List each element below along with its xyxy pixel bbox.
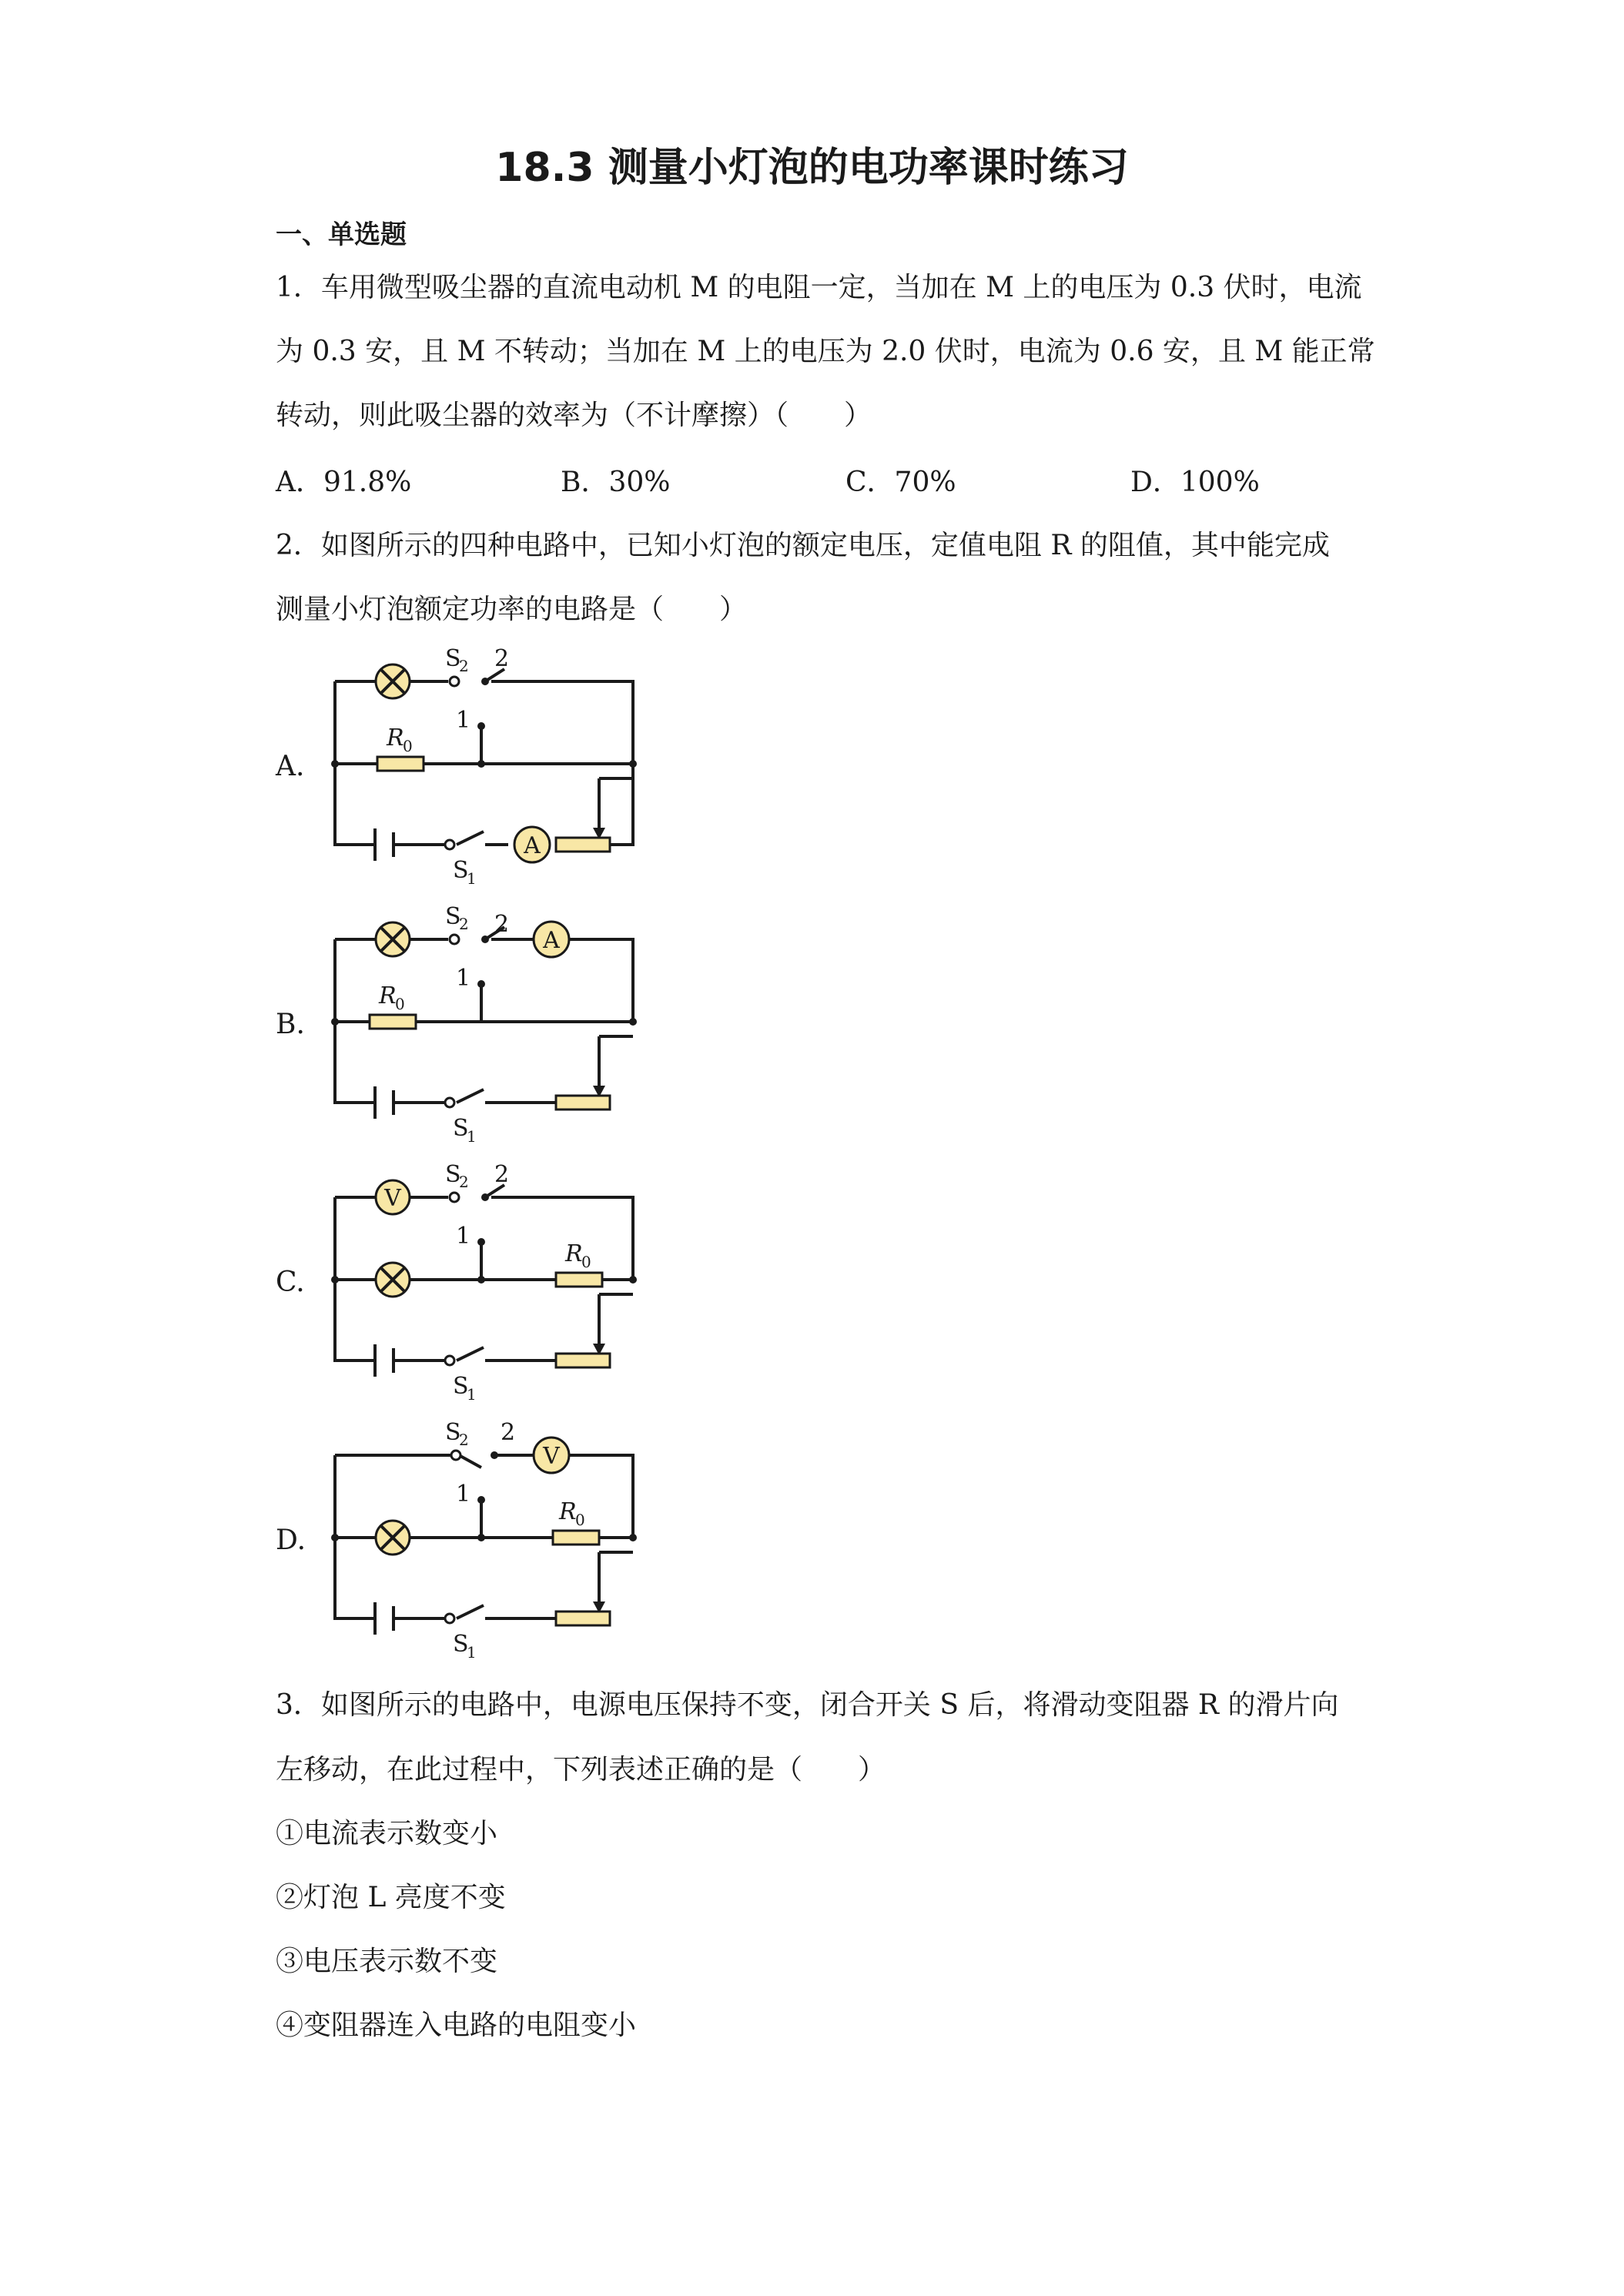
q1-option-c: C．70%: [845, 467, 956, 498]
q3-statement-2: ②灯泡 L 亮度不变: [276, 1882, 506, 1913]
svg-text:V: V: [543, 1443, 560, 1470]
svg-text:1: 1: [467, 1127, 477, 1146]
svg-text:2: 2: [494, 911, 510, 938]
svg-text:0: 0: [575, 1511, 585, 1529]
svg-text:1: 1: [456, 1223, 471, 1250]
circuit-d-label: D.: [276, 1525, 306, 1556]
rheostat-icon: [556, 1354, 610, 1367]
svg-text:1: 1: [467, 1385, 477, 1404]
svg-text:R: R: [559, 1498, 577, 1525]
q1-line-3: 转动，则此吸尘器的效率为（不计摩擦）（ ）: [276, 400, 872, 431]
svg-text:1: 1: [456, 965, 471, 992]
svg-text:2: 2: [501, 1419, 516, 1446]
svg-text:0: 0: [581, 1253, 591, 1271]
q3-line-2: 左移动，在此过程中，下列表述正确的是（ ）: [276, 1754, 886, 1786]
q3-line-1: 3．如图所示的电路中，电源电压保持不变，闭合开关 S 后，将滑动变阻器 R 的滑片向: [276, 1689, 1339, 1721]
q1-line-1: 1．车用微型吸尘器的直流电动机 M 的电阻一定，当加在 M 上的电压为 0.3 伏时，电流: [276, 272, 1362, 303]
svg-text:2: 2: [459, 915, 469, 933]
svg-text:S: S: [445, 645, 461, 672]
q2-line-2: 测量小灯泡额定功率的电路是（ ）: [276, 594, 748, 625]
circuit-c-label: C.: [276, 1267, 305, 1298]
svg-text:R: R: [387, 725, 404, 751]
svg-text:S: S: [453, 1115, 469, 1142]
rheostat-icon: [556, 1612, 610, 1625]
q3-statement-4: ④变阻器连入电路的电阻变小: [276, 2010, 637, 2041]
q3-statement-1: ①电流表示数变小: [276, 1818, 498, 1849]
section-heading: 一、单选题: [276, 219, 407, 250]
svg-text:S: S: [453, 1373, 469, 1400]
svg-text:R: R: [379, 982, 397, 1009]
svg-text:R: R: [565, 1240, 583, 1267]
circuit-a-diagram: [323, 643, 662, 889]
svg-text:S: S: [445, 1161, 461, 1188]
svg-text:S: S: [445, 1419, 461, 1446]
circuit-d-diagram: [323, 1417, 662, 1663]
resistor-r0-icon: [377, 757, 424, 771]
svg-text:1: 1: [467, 869, 477, 888]
svg-text:1: 1: [456, 707, 471, 734]
svg-text:0: 0: [403, 737, 413, 755]
svg-text:V: V: [384, 1185, 401, 1212]
svg-text:2: 2: [494, 645, 510, 672]
resistor-r0-icon: [370, 1015, 416, 1029]
q1-option-d: D．100%: [1130, 467, 1260, 498]
svg-text:A: A: [524, 832, 541, 859]
svg-text:2: 2: [459, 1173, 469, 1191]
circuit-b-label: B.: [276, 1009, 305, 1040]
svg-text:1: 1: [456, 1481, 471, 1508]
q1-line-2: 为 0.3 安，且 M 不转动；当加在 M 上的电压为 2.0 伏时，电流为 0.6 安，且 M 能正常: [276, 336, 1375, 367]
q3-statement-3: ③电压表示数不变: [276, 1946, 498, 1977]
svg-text:2: 2: [494, 1161, 510, 1188]
svg-text:2: 2: [459, 1431, 469, 1449]
circuit-b-diagram: [323, 901, 662, 1147]
circuit-c-diagram: [323, 1159, 662, 1405]
resistor-r0-icon: [553, 1531, 599, 1545]
svg-text:2: 2: [459, 657, 469, 675]
q1-option-a: A．91.8%: [276, 467, 412, 498]
svg-text:S: S: [453, 857, 469, 884]
q2-line-1: 2．如图所示的四种电路中，已知小灯泡的额定电压，定值电阻 R 的阻值，其中能完成: [276, 530, 1330, 561]
page-title: 18.3 测量小灯泡的电功率课时练习: [495, 145, 1129, 191]
svg-text:S: S: [453, 1631, 469, 1658]
circuit-a-label: A.: [276, 751, 305, 782]
svg-text:S: S: [445, 903, 461, 930]
svg-text:0: 0: [395, 995, 405, 1013]
q1-option-b: B．30%: [561, 467, 671, 498]
svg-text:1: 1: [467, 1643, 477, 1662]
rheostat-icon: [556, 1096, 610, 1110]
svg-text:A: A: [543, 927, 560, 954]
resistor-r0-icon: [556, 1273, 602, 1287]
rheostat-icon: [556, 838, 610, 852]
